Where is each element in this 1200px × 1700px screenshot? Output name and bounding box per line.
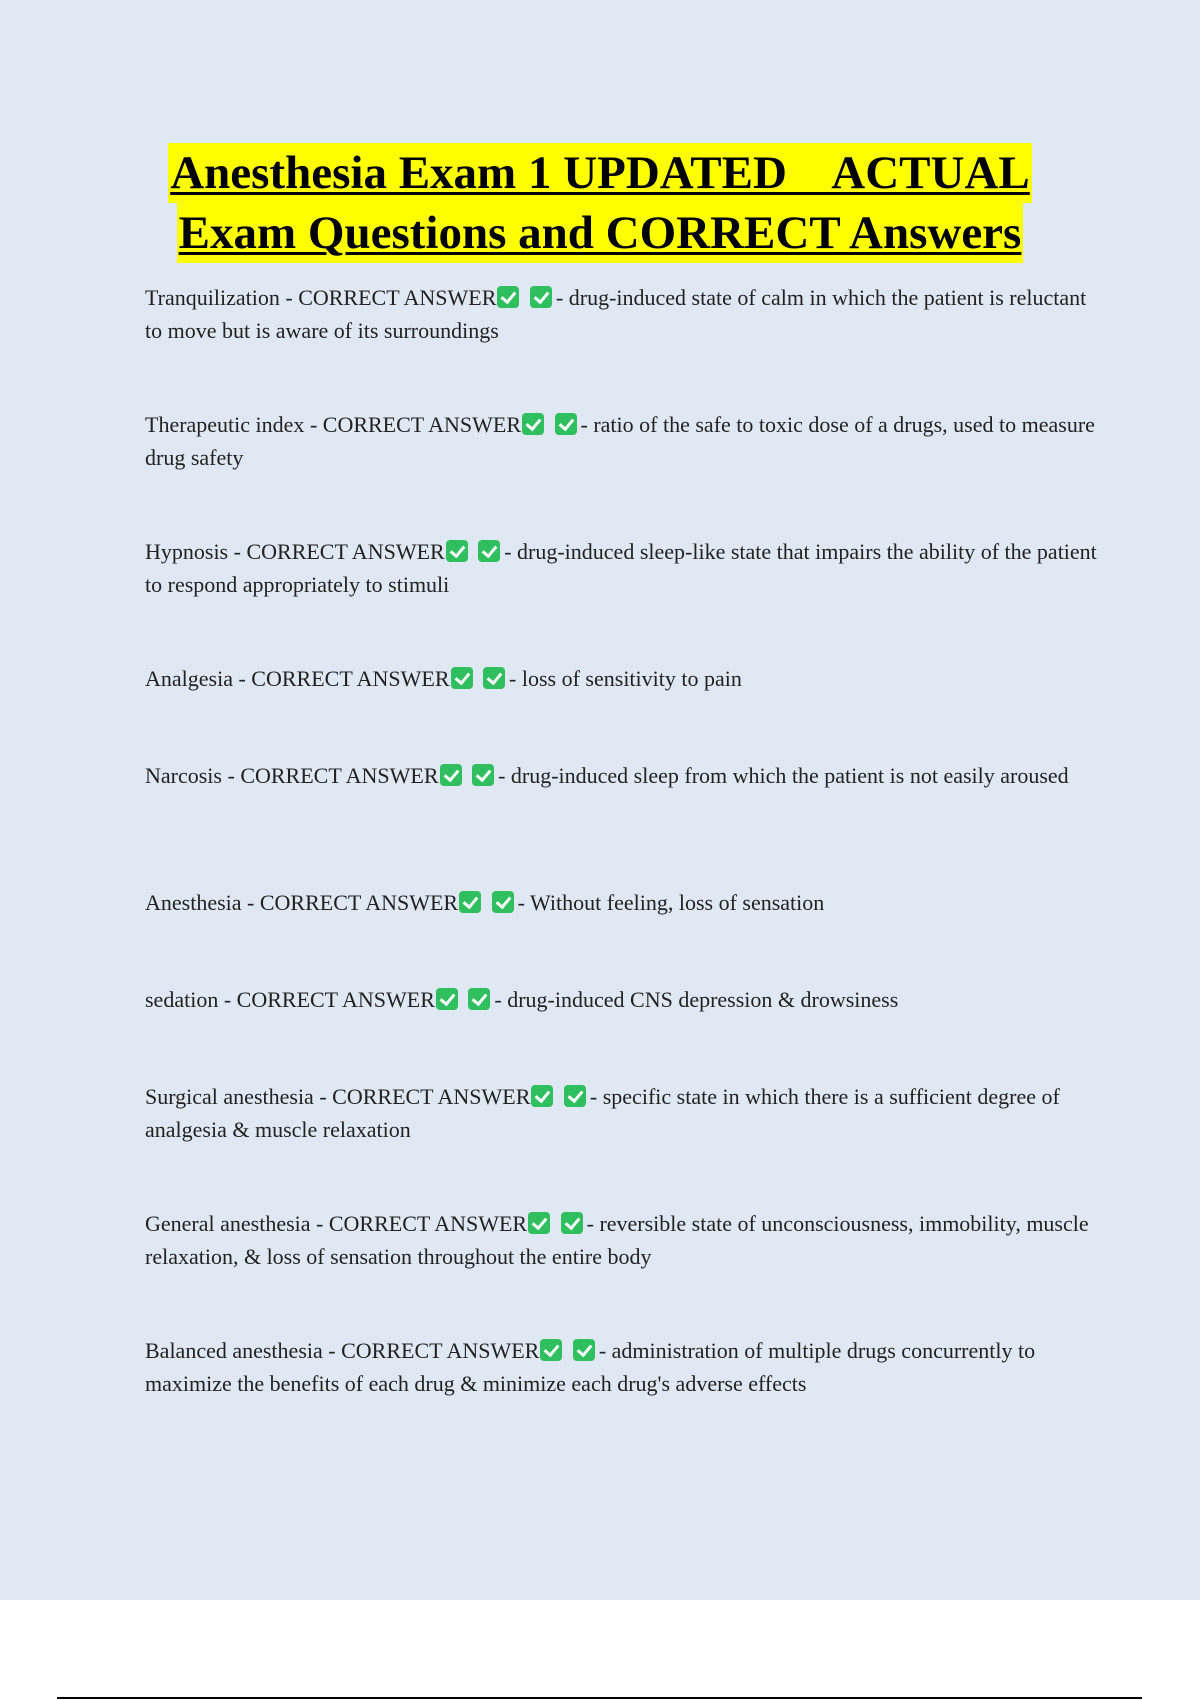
qa-definition: ratio of the safe to toxic dose of a drugs, used to measure drug safety	[145, 412, 1095, 470]
check-mark-icon	[555, 413, 577, 435]
check-mark-icon	[436, 988, 458, 1010]
check-mark-icon	[497, 286, 519, 308]
qa-term: Hypnosis	[145, 539, 229, 564]
qa-item: General anesthesia - CORRECT ANSWER - reversible state of unconsciousness, immobility, muscle relaxation, & loss of sensation throughout the entire body	[145, 1211, 1089, 1269]
title-line-2: Exam Questions and CORRECT Answers	[177, 203, 1024, 263]
qa-term: Surgical anesthesia	[145, 1084, 314, 1109]
qa-term: Balanced anesthesia	[145, 1338, 323, 1363]
check-mark-icon	[451, 667, 473, 689]
qa-marker: CORRECT ANSWER	[298, 285, 497, 310]
qa-item: Tranquilization - CORRECT ANSWER - drug-induced state of calm in which the patient is reluctant to move but is aware of its surroundings	[145, 285, 1087, 343]
check-mark-icon	[468, 988, 490, 1010]
check-mark-icon	[540, 1339, 562, 1361]
check-mark-icon	[564, 1085, 586, 1107]
qa-marker: CORRECT ANSWER	[251, 666, 450, 691]
check-mark-icon	[472, 764, 494, 786]
qa-definition: drug-induced CNS depression & drowsiness	[507, 987, 899, 1012]
qa-marker: CORRECT ANSWER	[341, 1338, 540, 1363]
qa-marker: CORRECT ANSWER	[322, 412, 522, 437]
qa-item: sedation - CORRECT ANSWER - drug-induced CNS depression & drowsiness	[145, 987, 899, 1012]
qa-definition: loss of sensitivity to pain	[521, 666, 742, 691]
check-mark-icon	[446, 540, 468, 562]
check-mark-icon	[528, 1212, 550, 1234]
title-line-1: Anesthesia Exam 1 UPDATED ACTUAL	[168, 143, 1032, 203]
check-mark-icon	[573, 1339, 595, 1361]
qa-definition: reversible state of unconsciousness, immobility, muscle relaxation, & loss of sensation throughout the entire body	[145, 1211, 1089, 1269]
check-mark-icon	[522, 413, 544, 435]
check-mark-icon	[531, 1085, 553, 1107]
check-mark-icon	[530, 286, 552, 308]
footer-divider	[57, 1697, 1142, 1699]
qa-marker: CORRECT ANSWER	[246, 539, 445, 564]
qa-definition: administration of multiple drugs concurrently to maximize the benefits of each drug & minimize each drug's adverse effects	[145, 1338, 1036, 1396]
qa-definition: drug-induced sleep from which the patient is not easily aroused	[510, 763, 1069, 788]
qa-definition: specific state in which there is a sufficient degree of analgesia & muscle relaxation	[145, 1084, 1060, 1142]
qa-term: Therapeutic index	[145, 412, 305, 437]
qa-item: Therapeutic index - CORRECT ANSWER - ratio of the safe to toxic dose of a drugs, used to measure drug safety	[145, 412, 1095, 470]
check-mark-icon	[440, 764, 462, 786]
qa-item: Anesthesia - CORRECT ANSWER - Without feeling, loss of sensation	[145, 890, 825, 915]
qa-marker: CORRECT ANSWER	[236, 987, 435, 1012]
qa-term: Narcosis	[145, 763, 222, 788]
qa-item: Analgesia - CORRECT ANSWER - loss of sensitivity to pain	[145, 666, 742, 691]
check-mark-icon	[561, 1212, 583, 1234]
qa-item: Surgical anesthesia - CORRECT ANSWER - specific state in which there is a sufficient degree of analgesia & muscle relaxation	[145, 1084, 1060, 1142]
qa-term: Anesthesia	[145, 890, 242, 915]
qa-term: sedation	[145, 987, 219, 1012]
qa-marker: CORRECT ANSWER	[328, 1211, 528, 1236]
qa-marker: CORRECT ANSWER	[240, 763, 439, 788]
qa-definition: Without feeling, loss of sensation	[530, 890, 825, 915]
qa-item: Hypnosis - CORRECT ANSWER - drug-induced sleep-like state that impairs the ability of the patient to respond appropriately to stimuli	[145, 539, 1097, 597]
qa-definition: drug-induced state of calm in which the patient is reluctant to move but is aware of its surroundings	[145, 285, 1087, 343]
document-title	[0, 143, 1200, 263]
qa-term: General anesthesia	[145, 1211, 311, 1236]
check-mark-icon	[492, 891, 514, 913]
qa-marker: CORRECT ANSWER	[332, 1084, 531, 1109]
check-mark-icon	[478, 540, 500, 562]
qa-item: Balanced anesthesia - CORRECT ANSWER - administration of multiple drugs concurrently to maximize the benefits of each drug & minimize each drug's adverse effects	[145, 1338, 1036, 1396]
check-mark-icon	[459, 891, 481, 913]
qa-item: Narcosis - CORRECT ANSWER - drug-induced sleep from which the patient is not easily aroused	[145, 763, 1069, 788]
qa-definition: drug-induced sleep-like state that impairs the ability of the patient to respond appropriately to stimuli	[145, 539, 1097, 597]
check-mark-icon	[483, 667, 505, 689]
qa-marker: CORRECT ANSWER	[259, 890, 459, 915]
qa-term: Analgesia	[145, 666, 233, 691]
qa-term: Tranquilization	[145, 285, 280, 310]
